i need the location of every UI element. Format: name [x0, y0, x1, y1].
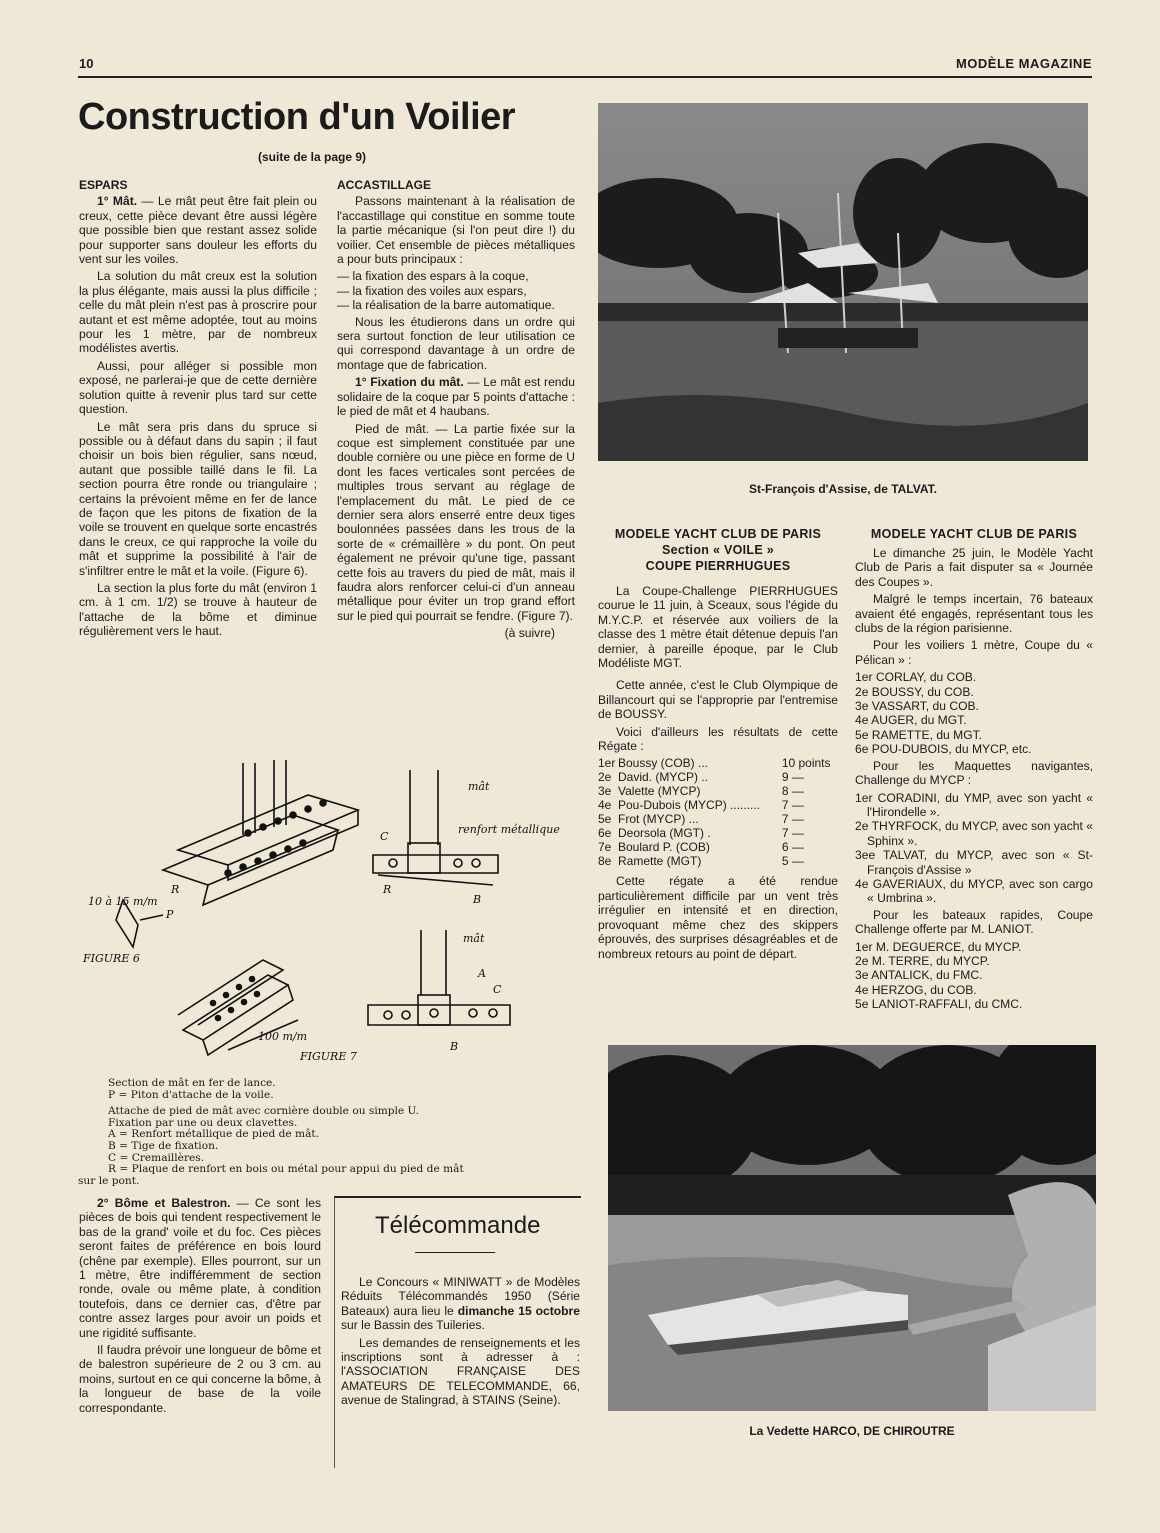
regatta-results	[598, 756, 838, 868]
legend-line: Fixation par une ou deux clavettes.	[108, 1116, 298, 1129]
espars-heading: ESPARS	[79, 178, 128, 192]
paragraph: Passons maintenant à la réalisation de l'accastillage qui constitue en somme toute la partie mécanique (si l'on peut dire !) du voilier. Cet ensemble de pièces métalliques a pour buts principaux :	[337, 194, 575, 267]
label-b1: B	[473, 893, 482, 906]
list-item: 3e ANTALICK, du FMC.	[855, 968, 983, 983]
column-mycp-voile	[598, 526, 838, 964]
list	[337, 269, 575, 312]
telecommande-text	[341, 1275, 580, 1411]
legend-line: sur le pont.	[78, 1174, 140, 1187]
header-rule	[78, 76, 1092, 78]
legend-line: B = Tige de fixation.	[108, 1139, 219, 1152]
paragraph: Cette année, c'est le Club Olympique de Billancourt qui se l'approprie par l'entremise de BOUSSY.	[598, 678, 838, 722]
photo-harco	[608, 1045, 1096, 1411]
legend-line: C = Cremaillères.	[108, 1151, 205, 1164]
label-dim1: 10 à 15 m/m	[88, 895, 158, 908]
paragraph: Pour les voiliers 1 mètre, Coupe du « Pélican » :	[855, 638, 1093, 667]
list-item: — la fixation des voiles aux espars,	[337, 283, 527, 298]
list-item: 3e VASSART, du COB.	[855, 699, 979, 714]
legend-line: R = Plaque de renfort en bois ou métal pour appui du pied de mât	[108, 1163, 464, 1176]
legend-line: P = Piton d'attache de la voile.	[108, 1088, 274, 1101]
paragraph: 1° Fixation du mât. — Le mât est rendu solidaire de la coque par 5 points d'attache : le pied de mât et 4 haubans.	[337, 375, 575, 419]
section-heading: MODELE YACHT CLUB DE PARIS	[870, 527, 1078, 541]
label-mat-1: mât	[468, 780, 490, 793]
list-item: 2e BOUSSY, du COB.	[855, 684, 974, 699]
legend-line: Attache de pied de mât avec cornière double ou simple U.	[108, 1105, 419, 1118]
table-row: 7e Boulard P. (COB) 6 —	[598, 840, 804, 855]
list-item: 1er CORADINI, du YMP, avec son yacht « l'Hirondelle ».	[855, 790, 1093, 819]
photo-harco-caption: La Vedette HARCO, DE CHIROUTRE	[749, 1424, 955, 1438]
paragraph: Cette régate a été rendue particulièrement difficile par un vent très irrégulier en intensité et en direction, provoquant même chez des skippers éprouvés, des surprises désagréables et de nombreux retours au point de départ.	[598, 874, 838, 961]
photo-harco-image	[608, 1045, 1096, 1411]
legend-line: A = Renfort métallique de pied de mât.	[108, 1128, 320, 1141]
fig6-label: FIGURE 6	[83, 952, 140, 965]
results-list	[855, 791, 1093, 906]
paragraph: Le Concours « MINIWATT » de Modèles Réduits Télécommandés 1950 (Série Bateaux) aura lieu le dimanche 15 octobre sur le Bassin des Tuileries.	[341, 1275, 580, 1333]
list-item: 2e M. TERRE, du MYCP.	[855, 953, 990, 968]
list-item: 2e THYRFOCK, du MYCP, avec son yacht « Sphinx ».	[855, 819, 1093, 848]
table-row: 3e Valette (MYCP) 8 —	[598, 784, 804, 799]
table-row: 2e David. (MYCP) .. 9 —	[598, 770, 804, 785]
accastillage-heading: ACCASTILLAGE	[337, 178, 431, 192]
table-row: 5e Frot (MYCP) ... 7 —	[598, 812, 804, 827]
photo-talvat-caption: St-François d'Assise, de TALVAT.	[749, 482, 937, 496]
column-accastillage	[337, 178, 575, 641]
list-item: 1er M. DEGUERCE, du MYCP.	[855, 939, 1022, 954]
section-subheading: Section « VOILE »	[661, 543, 775, 557]
list-item: 4e GAVERIAUX, du MYCP, avec son cargo « Umbrina ».	[855, 876, 1093, 906]
list-item: 6e POU-DUBOIS, du MYCP, etc.	[855, 742, 1032, 757]
continued-note: (suite de la page 9)	[258, 150, 367, 164]
column-espars	[79, 178, 317, 642]
section-heading: MODELE YACHT CLUB DE PARIS	[614, 527, 822, 541]
label-dim2: 100 m/m	[258, 1030, 308, 1043]
results-list	[855, 940, 1093, 1012]
paragraph: La section la plus forte du mât (environ 1 cm. à 1 cm. 1/2) se trouve à hauteur de l'attache de la bôme et diminue régulièrement vers le haut.	[79, 580, 317, 639]
paragraph: Il faudra prévoir une longueur de bôme et de balestron supérieure de 2 ou 3 cm. au moins, surtout en ce qui concerne la bôme, à la longueur de base de la voile correspondante.	[79, 1343, 321, 1415]
paragraph: La solution du mât creux est la solution la plus élégante, mais aussi la plus difficile ; celle du mât plein n'est pas à proscrire pour autant et est même adoptée, tout au moins pour les 1 mètre, par de nombreux modélistes avertis.	[79, 269, 317, 356]
table-row: 1er Boussy (COB) ... 10 points	[598, 756, 831, 771]
label-renfort: renfort métallique	[458, 823, 560, 836]
photo-talvat-image	[598, 103, 1088, 461]
list-item: 4e AUGER, du MGT.	[855, 713, 967, 728]
label-mat-2: mât	[463, 932, 485, 945]
photo-talvat	[598, 103, 1088, 461]
paragraph: Nous les étudierons dans un ordre qui sera surtout fonction de leur utilisation ce qui correspond davantage à un ordre de montage que de fabrication.	[337, 314, 575, 372]
table-row: 8e Ramette (MGT) 5 —	[598, 854, 804, 869]
column-bome	[79, 1196, 321, 1418]
magazine-name: MODÈLE MAGAZINE	[955, 56, 1092, 71]
paragraph: Pour les Maquettes navigantes, Challenge du MYCP :	[855, 758, 1093, 788]
list-item: 5e LANIOT-RAFFALI, du CMC.	[855, 997, 1023, 1012]
article-title: Construction d'un Voilier	[78, 96, 516, 138]
label-r1: R	[171, 883, 180, 896]
column-mycp-coupes	[855, 526, 1093, 1014]
a-suivre: (à suivre)	[504, 626, 555, 641]
telecommande-title: Télécommande	[375, 1212, 541, 1239]
paragraph: Malgré le temps incertain, 76 bateaux avaient été engagés, représentant tous les clubs de la région parisienne.	[855, 592, 1093, 636]
legend-line: Section de mât en fer de lance.	[108, 1077, 276, 1089]
list-item: 3ee TALVAT, du MYCP, avec son « St-François d'Assise »	[855, 848, 1093, 877]
paragraph: 1° Mât. — Le mât peut être fait plein ou creux, cette pièce devant être aussi légère que possible bien que restant assez solide pour supporter sans douleur les efforts du vent sur les voiles.	[79, 194, 317, 267]
list-item: — la fixation des espars à la coque,	[337, 269, 529, 284]
table-row: 4e Pou-Dubois (MYCP) ......... 7 —	[598, 798, 804, 813]
paragraph: Pour les bateaux rapides, Coupe Challenge offerte par M. LANIOT.	[855, 907, 1093, 937]
figures-6-7	[78, 755, 578, 1075]
label-c2: C	[493, 983, 502, 996]
paragraph: Voici d'ailleurs les résultats de cette Régate :	[598, 724, 838, 754]
paragraph: 2° Bôme et Balestron. — Ce sont les pièces de bois qui tendent respectivement le bas de la grand' voile et du foc. Ces pièces seront faites de préférence en bois lourd (chêne par exemple). Elles pourront, sur un 1 mètre, être indifféremment de section ronde, ovale ou même plate, à condition toutefois, dans ce dernier cas, d'être par contre assez larges pour avoir un poids et une rigidité suffisante.	[79, 1196, 321, 1340]
paragraph: Le mât sera pris dans du spruce si possible ou à défaut dans du sapin ; il faut choisir un bois bien régulier, sans nœud, autant que possible taillé dans le fil. La section pourra être ronde ou triangulaire ; certains la prévoient même en fer de lance de façon que les pitons de fixation de la voile se trouvent en quelque sorte encastrés dans le creux, ce qui rapproche la voile du mât et supprime la possibilité à l'air de s'infiltrer entre le mât et la voile. (Figure 6).	[79, 419, 317, 578]
section-subheading: COUPE PIERRHUGUES	[645, 559, 791, 573]
list-item: 5e RAMETTE, du MGT.	[855, 727, 983, 742]
list-item: 1er CORLAY, du COB.	[855, 670, 977, 685]
label-c: C	[380, 830, 389, 843]
label-r2: R	[383, 883, 392, 896]
title-rule	[415, 1252, 495, 1253]
paragraph: Le dimanche 25 juin, le Modèle Yacht Club de Paris a fait disputer sa « Journée des Coupes ».	[855, 546, 1093, 589]
fig7-label: FIGURE 7	[300, 1050, 357, 1063]
page-number: 10	[79, 56, 94, 71]
label-p: P	[166, 908, 174, 921]
paragraph: Pied de mât. — La partie fixée sur la coque est simplement constituée par une double cornière ou une pièce en forme de U dont les faces verticales sont percées de multiples trous servant au réglage de l'emplacement du mât. Le pied de ce dernier sera alors enserré entre deux tiges boulonnées passées dans les trous de la sorte de « crémaillère » du pont. On peut également ne prévoir qu'une tige, passant cette fois au travers du pied de mât, mais il faudra alors renforcer celui-ci d'un anneau métallique pour éviter un trop grand effort sur le pied qui pourrait se fendre. (Figure 7).	[337, 421, 575, 623]
label-b2: B	[450, 1040, 459, 1053]
results-list	[855, 670, 1093, 756]
list-item: 4e HERZOG, du COB.	[855, 982, 977, 997]
paragraph: Les demandes de renseignements et les inscriptions sont à adresser à : l'ASSOCIATION FRANÇAISE DES AMATEURS DE TELECOMMANDE, 66, avenue de Stalingrad, à STAINS (Seine).	[341, 1335, 580, 1408]
table-row: 6e Deorsola (MGT) . 7 —	[598, 826, 804, 841]
paragraph: La Coupe-Challenge PIERRHUGUES courue le 11 juin, à Sceaux, sous l'égide du M.Y.C.P. et réservée aux voiliers de la classe des 1 mètre était détenue depuis l'an dernier, à pareille époque, par le Club Modéliste MGT.	[598, 584, 838, 671]
list-item: — la réalisation de la barre automatique.	[337, 298, 555, 313]
figure-legend	[78, 1077, 588, 1187]
label-a: A	[478, 967, 486, 980]
paragraph: Aussi, pour alléger si possible mon exposé, ne parlerai-je que de cette dernière solution quitte à revenir plus tard sur cette question.	[79, 358, 317, 417]
